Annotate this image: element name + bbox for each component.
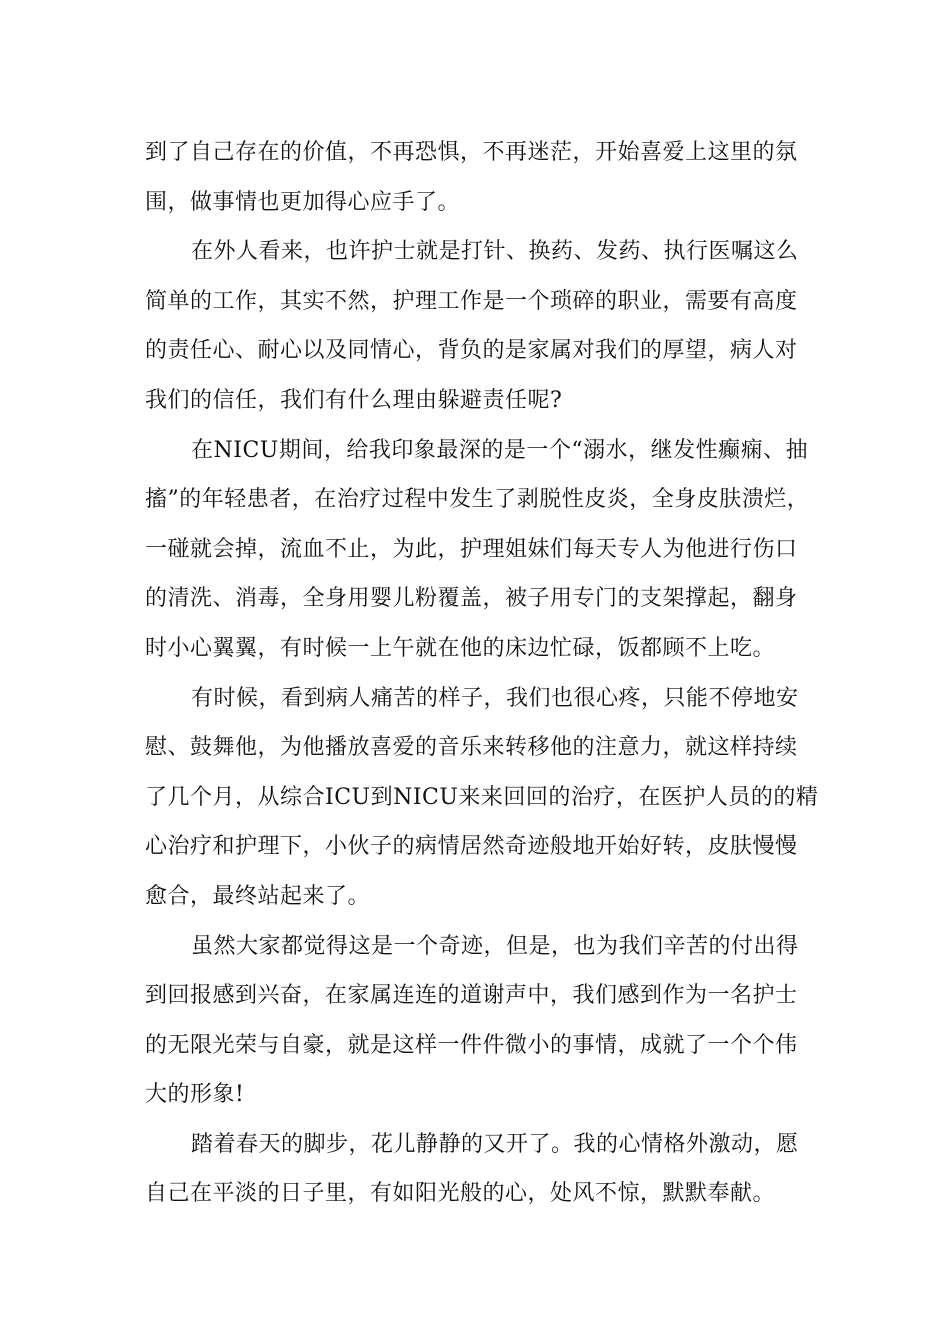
paragraph-line: 心治疗和护理下，小伙子的病情居然奇迹般地开始好转，皮肤慢慢: [145, 834, 798, 860]
paragraph-line: 围，做事情也更加得心应手了。: [145, 189, 461, 215]
paragraph-line: 简单的工作，其实不然，护理工作是一个琐碎的职业，需要有高度: [145, 288, 798, 314]
paragraph-6: [145, 1120, 825, 1219]
paragraph-line: 大的形象!: [145, 1082, 245, 1108]
document-body: [145, 128, 825, 1219]
paragraph-1: [145, 128, 825, 227]
paragraph-line: 搐”的年轻患者，在治疗过程中发生了剥脱性皮炎，全身皮肤溃烂，: [145, 487, 810, 513]
paragraph-2: [145, 227, 825, 425]
paragraph-line: 我们的信任，我们有什么理由躲避责任呢?: [145, 387, 563, 413]
paragraph-line: 的无限光荣与自豪，就是这样一件件微小的事情，成就了一个个伟: [145, 1032, 798, 1058]
paragraph-first-line: 在NICU期间，给我印象最深的是一个“溺水，继发性癫痫、抽: [191, 437, 809, 463]
paragraph-line: 慰、鼓舞他，为他播放喜爱的音乐来转移他的注意力，就这样持续: [145, 735, 798, 761]
paragraph-first-line: 在外人看来，也许护士就是打针、换药、发药、执行医嘱这么: [191, 239, 799, 265]
paragraph-3: [145, 426, 825, 674]
paragraph-first-line: 有时候，看到病人痛苦的样子，我们也很心疼，只能不停地安: [191, 685, 799, 711]
paragraph-4: [145, 674, 825, 922]
paragraph-line: 自己在平淡的日子里，有如阳光般的心，处风不惊，默默奉献。: [145, 1181, 776, 1207]
paragraph-line: 时小心翼翼，有时候一上午就在他的床边忙碌，饭都顾不上吃。: [145, 635, 776, 661]
paragraph-line: 的责任心、耐心以及同情心，背负的是家属对我们的厚望，病人对: [145, 338, 798, 364]
paragraph-first-line: 虽然大家都觉得这是一个奇迹，但是，也为我们辛苦的付出得: [191, 933, 799, 959]
paragraph-first-line: 踏着春天的脚步，花儿静静的又开了。我的心情格外激动，愿: [191, 1131, 799, 1157]
paragraph-line: 到了自己存在的价值，不再恐惧，不再迷茫，开始喜爱上这里的氛: [145, 140, 798, 165]
paragraph-line: 一碰就会掉，流血不止，为此，护理姐妹们每天专人为他进行伤口: [145, 536, 798, 562]
paragraph-line: 的清洗、消毒，全身用婴儿粉覆盖，被子用专门的支架撑起，翻身: [145, 586, 798, 612]
paragraph-line: 到回报感到兴奋，在家属连连的道谢声中，我们感到作为一名护士: [145, 983, 798, 1009]
paragraph-line: 愈合，最终站起来了。: [145, 883, 371, 909]
paragraph-5: [145, 922, 825, 1120]
paragraph-line: 了几个月，从综合ICU到NICU来来回回的治疗，在医护人员的的精: [145, 784, 819, 810]
